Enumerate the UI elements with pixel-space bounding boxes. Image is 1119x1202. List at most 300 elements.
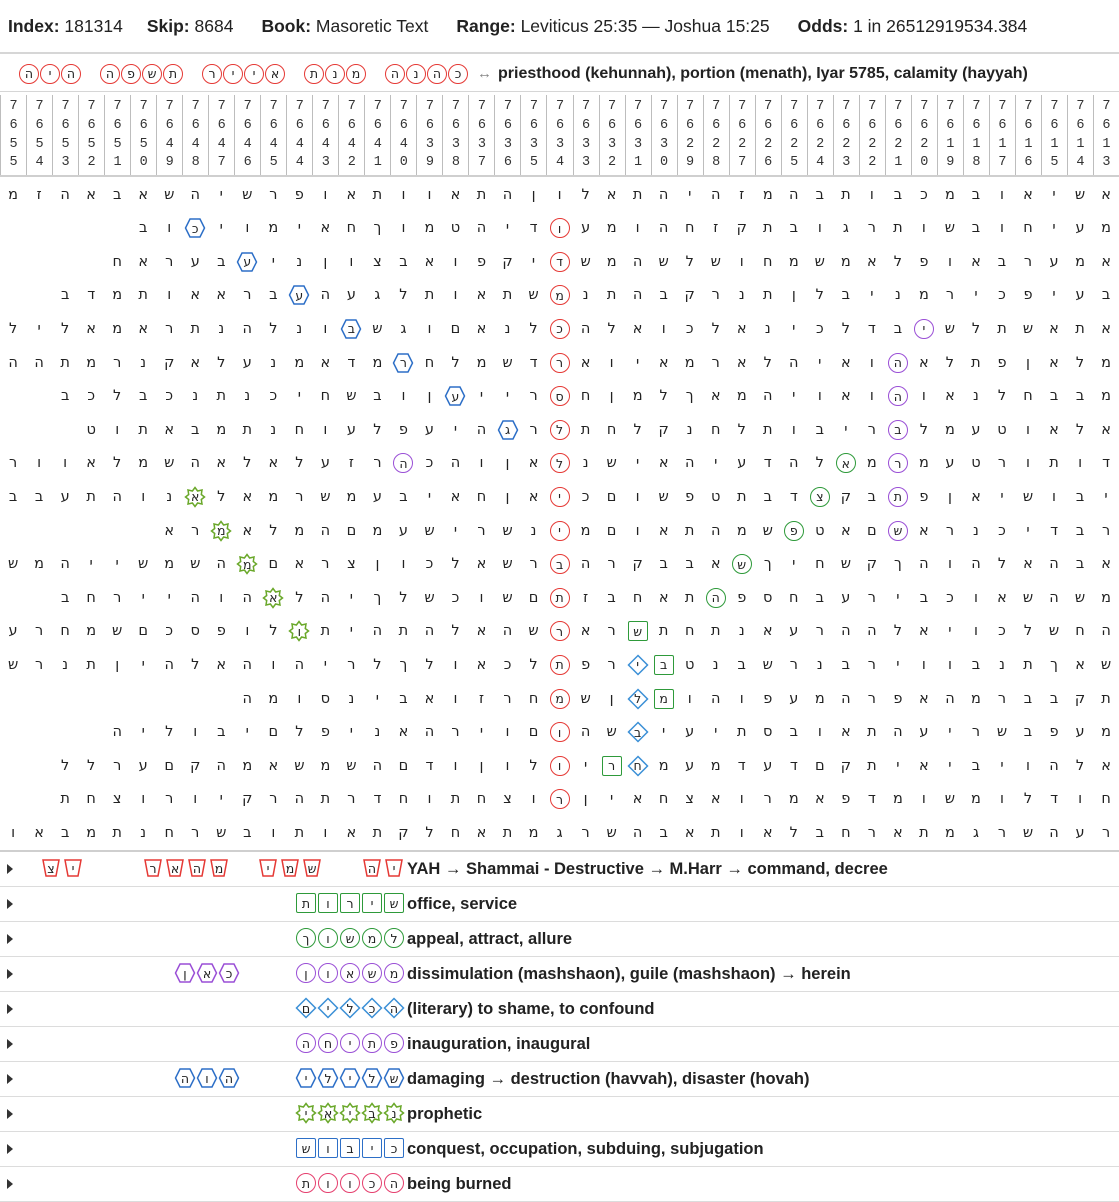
grid-cell: ל [61,320,70,337]
found-word-row[interactable] [0,992,1119,1027]
grid-cell [78,212,104,245]
grid-cell: מ [1101,388,1111,405]
grid-cell: ל [295,589,304,606]
expand-triangle-icon[interactable] [7,899,13,909]
grid-cell: ב [893,320,903,337]
grid-cell: ה [112,724,122,741]
grid-cell: י [141,656,145,673]
grid-cell: ע [1075,724,1085,741]
grid-cell: א [997,589,1007,606]
grid-cell: ח [684,623,695,640]
grid-cell: ב [399,690,408,707]
found-word-letters: י ה ש מ י [258,858,404,878]
grid-cell: ש [528,623,539,640]
found-word-row[interactable] [0,1097,1119,1132]
column-number: 7 6 2 1 [885,95,911,175]
grid-cell: א [242,522,253,539]
grid-cell: ר [165,253,174,270]
grid-cell: ע [945,455,955,472]
grid-cell: ש [625,615,651,648]
grid-cell: ע [737,455,747,472]
found-word-row[interactable] [0,1132,1119,1167]
grid-cell: ך [1050,656,1058,673]
grid-cell: כ [451,589,460,606]
grid-cell: ב [217,253,226,270]
grid-cell: ל [191,656,200,673]
grid-cell: ה [476,421,487,438]
grid-cell: א [1101,253,1111,270]
grid-cell: מ [320,757,331,774]
grid-cell: ו [1000,186,1004,203]
grid-cell: ם [346,522,357,539]
grid-cell: מ [736,388,747,405]
grid-cell: ח [684,220,695,237]
term-letter: ה [385,64,405,84]
grid-cell: ה [893,724,903,741]
grid-cell: ת [86,488,96,505]
grid-cell: י [844,421,848,438]
grid-cell: ש [164,186,175,203]
grid-cell: א [190,287,201,304]
grid-cell: י [1026,522,1030,539]
grid-cell: ר [295,488,304,505]
grid-cell: ח [1023,220,1033,237]
expand-triangle-icon[interactable] [7,1039,13,1049]
grid-cell: ת [138,287,148,304]
found-word-row[interactable] [0,1027,1119,1062]
grid-cell: ה [658,186,669,203]
grid-cell: ב [607,589,616,606]
term-letter: ה [61,64,81,84]
grid-cell: ש [840,556,851,573]
grid-cell: ג [972,824,979,841]
grid-cell: א [736,320,747,337]
grid-cell: ל [581,186,590,203]
grid-cell: ס [547,380,573,413]
grid-cell: מ [372,354,383,371]
grid-cell: ח [841,824,851,841]
grid-cell: מ [1101,220,1111,237]
grid-cell: ו [921,791,926,808]
grid-cell: ש [1022,824,1034,841]
grid-cell: ה [372,757,383,774]
grid-cell: מ [918,287,929,304]
grid-cell: ש [1048,623,1060,640]
grid-cell: א [658,522,669,539]
grid-cell: י [896,589,900,606]
grid-cell: כ [685,320,694,337]
grid-cell: מ [34,556,45,573]
grid-cell: מ [268,690,279,707]
grid-cell: מ [788,253,799,270]
grid-cell: א [34,824,44,841]
grid-cell: כ [998,623,1006,640]
found-word-row[interactable] [0,957,1119,992]
header-bar [0,0,1119,54]
grid-cell: פ [841,791,851,808]
grid-cell: א [658,455,669,472]
grid-cell: א [814,791,825,808]
column-number: 7 6 5 3 [52,95,78,175]
column-number: 7 6 2 7 [729,95,755,175]
grid-cell: ה [390,447,416,480]
expand-triangle-icon[interactable] [7,1004,13,1014]
term-letter: ה [427,64,447,84]
grid-cell: ק [866,556,877,573]
grid-cell: כ [425,556,434,573]
found-word-extra-letters: מ ה א ר י צ [41,858,229,878]
grid-cell: ת [736,724,747,741]
grid-cell: ר [347,656,356,673]
grid-cell: ע [971,421,981,438]
grid-cell: ת [658,623,669,640]
column-number: 7 6 1 3 [1093,95,1119,175]
grid-cell: ל [633,421,642,438]
found-word-row[interactable] [0,887,1119,922]
grid-cell: ו [286,615,312,648]
grid-cell: י [792,556,796,573]
grid-cell [52,413,78,446]
grid-cell: נ [530,522,537,539]
grid-cell: ה [242,320,253,337]
grid-cell: ד [87,287,96,304]
grid-cell: ת [893,220,903,237]
column-number: 7 6 4 0 [390,95,416,175]
grid-cell: ה [885,380,911,413]
grid-cell: ד [867,791,876,808]
grid-cell: ך [893,556,902,573]
grid-cell [26,514,52,547]
grid-cell: מ [476,354,487,371]
grid-cell: ע [1075,220,1085,237]
grid-cell: י [1000,757,1004,774]
grid-cell: ו [141,791,146,808]
grid-cell: נ [582,455,589,472]
column-number: 7 6 4 6 [234,95,260,175]
found-word-meaning: office, service [407,895,518,913]
grid-cell: נ [62,656,69,673]
grid-cell: ב [112,186,122,203]
grid-cell: פ [294,186,304,203]
found-word-meaning: inauguration, inaugural [407,1035,591,1053]
grid-cell: ו [947,656,952,673]
grid-cell: ל [659,388,668,405]
grid-cell: ג [374,287,381,304]
found-word-row[interactable] [0,852,1119,887]
grid-cell: א [658,354,669,371]
grid-cell: ב [971,656,981,673]
grid-cell: א [138,253,149,270]
found-word-row[interactable] [0,1167,1119,1202]
grid-cell: ר [607,623,616,640]
grid-cell: ע [1049,253,1059,270]
grid-cell: צ [112,791,122,808]
grid-cell: מ [892,791,903,808]
grid-cell: ה [502,623,513,640]
grid-cell: ל [1075,757,1085,774]
grid-cell: ע [443,380,469,413]
grid-cell: ח [112,253,122,270]
grid-cell: ת [867,757,877,774]
grid-cell: ל [547,447,573,480]
grid-cell: ל [789,824,798,841]
grid-cell: ו [479,589,484,606]
grid-cell: מ [762,186,773,203]
book-field: Book: Masoretic Text [261,15,429,36]
grid-cell [26,682,52,715]
expand-triangle-icon[interactable] [7,1179,13,1189]
found-word-meaning: YAH → Shammai - Destructive → M.Harr → command, decree [407,860,888,878]
grid-cell: ח [606,421,617,438]
grid-cell: ן [427,388,432,405]
grid-cell: ה [112,488,122,505]
grid-cell: ר [477,522,486,539]
grid-cell: י [1052,186,1056,203]
grid-cell: כ [165,388,174,405]
grid-cell: ו [547,716,573,749]
grid-cell: י [297,388,301,405]
grid-cell: כ [87,388,95,405]
grid-cell: ה [190,186,200,203]
grid-cell: ש [885,514,911,547]
grid-cell [52,514,78,547]
column-number: 7 6 3 7 [468,95,494,175]
term-letter: א [265,64,285,84]
grid-cell: ל [945,354,955,371]
grid-cell: כ [269,388,278,405]
grid-cell: ב [34,488,44,505]
grid-cell: א [893,824,903,841]
found-word-row[interactable] [0,922,1119,957]
grid-cell: נ [973,388,979,405]
grid-cell: מ [580,522,591,539]
grid-cell: ס [763,724,773,741]
grid-cell: מ [8,186,19,203]
grid-cell: ה [632,824,643,841]
grid-cell: ו [453,287,458,304]
column-number: 7 6 2 4 [807,95,833,175]
search-term-line [0,56,1119,92]
grid-cell: ח [625,749,651,782]
grid-cell: ס [763,589,773,606]
grid-cell: ר [607,556,616,573]
grid-cell: ו [323,824,328,841]
column-number: 7 6 2 6 [755,95,781,175]
grid-cell: ו [271,824,276,841]
column-number: 7 6 1 8 [963,95,989,175]
grid-cell: ה [294,656,305,673]
grid-cell: ת [710,824,721,841]
grid-cell: ע [919,724,929,741]
grid-cell: ו [921,220,926,237]
grid-cell: א [1049,421,1059,438]
grid-cell: מ [294,522,305,539]
expand-triangle-icon[interactable] [7,934,13,944]
grid-cell: ב [338,312,364,345]
grid-cell: ו [921,656,926,673]
grid-cell: מ [1101,589,1111,606]
grid-cell: ה [216,556,227,573]
skip-field: Skip: 8684 [146,15,234,36]
expand-triangle-icon[interactable] [7,864,13,874]
grid-cell: ל [841,320,850,337]
grid-cell: מ [684,354,695,371]
term-letter: י [40,64,60,84]
grid-cell: י [505,388,510,405]
term-letter: ה [19,64,39,84]
grid-cell: ל [113,455,122,472]
grid-cell: כ [182,212,208,245]
column-number: 7 6 4 5 [260,95,286,175]
grid-cell: מ [651,682,677,715]
grid-cell: ק [632,556,643,573]
found-word-letters: מ ש א ו ן [296,963,404,983]
grid-cell: צ [373,253,382,270]
grid-cell: ה [424,724,435,741]
grid-cell: י [115,556,119,573]
grid-cell: א [840,724,851,741]
grid-cell: א [736,354,747,371]
grid-cell: א [86,186,96,203]
column-number: 7 6 2 3 [833,95,859,175]
grid-cell: ב [1023,690,1033,707]
grid-cell: ב [399,253,408,270]
grid-cell: א [424,690,435,707]
grid-cell: ת [684,589,695,606]
grid-cell: ל [451,556,460,573]
grid-cell: ל [243,455,252,472]
grid-cell: מ [945,824,955,841]
grid-cell: ע [286,279,312,312]
grid-cell: ה [294,791,305,808]
grid-cell [130,682,156,715]
grid-cell: ח [346,220,357,237]
grid-cell: א [684,824,695,841]
grid-cell: ש [996,724,1008,741]
grid-cell: ב [1075,556,1085,573]
expand-triangle-icon[interactable] [7,969,13,979]
grid-cell: נ [296,320,303,337]
column-number: 7 6 4 9 [156,95,182,175]
grid-cell: ע [841,589,851,606]
grid-cell: מ [112,320,123,337]
grid-cell: ד [529,220,538,237]
grid-cell: ר [867,656,876,673]
grid-cell: מ [268,488,279,505]
found-word-letters: פ ת י ח ה [296,1033,404,1053]
expand-triangle-icon[interactable] [7,1144,13,1154]
grid-cell: ר [373,455,382,472]
grid-cell: ו [817,388,822,405]
grid-cell: ת [450,791,461,808]
grid-cell: ך [373,220,382,237]
grid-cell: ק [840,757,851,774]
grid-cell: ר [390,346,416,379]
grid-cell [0,783,26,816]
grid-cell: נ [738,623,745,640]
grid-cell: א [260,581,286,614]
grid-cell: ה [789,455,799,472]
grid-cell: ל [425,824,434,841]
grid-cell: ע [190,253,200,270]
grid-cell: ט [86,421,96,438]
term-translation: priesthood (kehunnah), portion (menath), Iyar 5785, calamity (hayyah) [498,64,1028,82]
grid-cell: ח [1101,791,1111,808]
grid-cell: ל [451,354,460,371]
term-word [304,64,367,84]
grid-cell: ו [167,287,172,304]
grid-cell: מ [1101,724,1111,741]
grid-cell: ב [60,388,70,405]
grid-cell: ש [580,253,591,270]
grid-cell: ד [1050,791,1058,808]
grid-cell: ר [1023,253,1033,270]
grid-cell: ת [547,581,573,614]
grid-cell: ך [399,656,408,673]
expand-triangle-icon[interactable] [7,1109,13,1119]
grid-cell: ת [606,287,617,304]
grid-cell: ה [1049,556,1059,573]
grid-cell: ח [424,354,435,371]
grid-cell: ה [632,253,643,270]
grid-cell: ל [87,757,96,774]
grid-cell: ל [295,724,304,741]
grid-cell: ח [476,791,487,808]
grid-cell: ן [375,556,380,573]
grid-cell: ר [867,421,876,438]
grid-cell: ו [323,186,328,203]
found-word-meaning: conquest, occupation, subduing, subjugation [407,1140,764,1158]
grid-cell: מ [86,354,97,371]
expand-triangle-icon[interactable] [7,1074,13,1084]
grid-cell: ב [399,488,408,505]
grid-cell: ה [372,623,383,640]
grid-cell: ו [1000,791,1004,808]
grid-cell: ז [583,589,589,606]
found-word-row[interactable] [0,1062,1119,1097]
grid-cell: ו [219,589,224,606]
grid-cell: א [1101,757,1111,774]
grid-cell: א [86,320,96,337]
grid-cell: י [453,522,458,539]
grid-cell: ת [762,287,773,304]
grid-cell: נ [738,287,745,304]
grid-cell: ה [789,186,799,203]
grid-cell: ד [789,488,798,505]
grid-cell: י [896,656,900,673]
grid-cell: ש [729,548,755,581]
grid-cell: א [476,623,487,640]
grid-cell: י [141,589,145,606]
grid-cell: ל [269,320,278,337]
grid-cell: ש [138,556,149,573]
grid-cell: מ [945,421,955,438]
found-word-meaning: being burned [407,1175,512,1193]
grid-cell: ח [1023,388,1033,405]
grid-cell: י [167,589,171,606]
grid-cell: כ [946,589,954,606]
grid-cell: צ [347,556,356,573]
grid-cell: פ [685,488,695,505]
found-word-letters: ש י ר ו ת [296,893,404,913]
grid-cell: ת [1075,320,1085,337]
grid-cell: א [138,186,149,203]
grid-cell: ל [997,556,1007,573]
column-number: 7 6 3 0 [651,95,677,175]
grid-cell: ח [528,690,539,707]
grid-cell: י [974,287,978,304]
grid-cell: ז [348,455,354,472]
